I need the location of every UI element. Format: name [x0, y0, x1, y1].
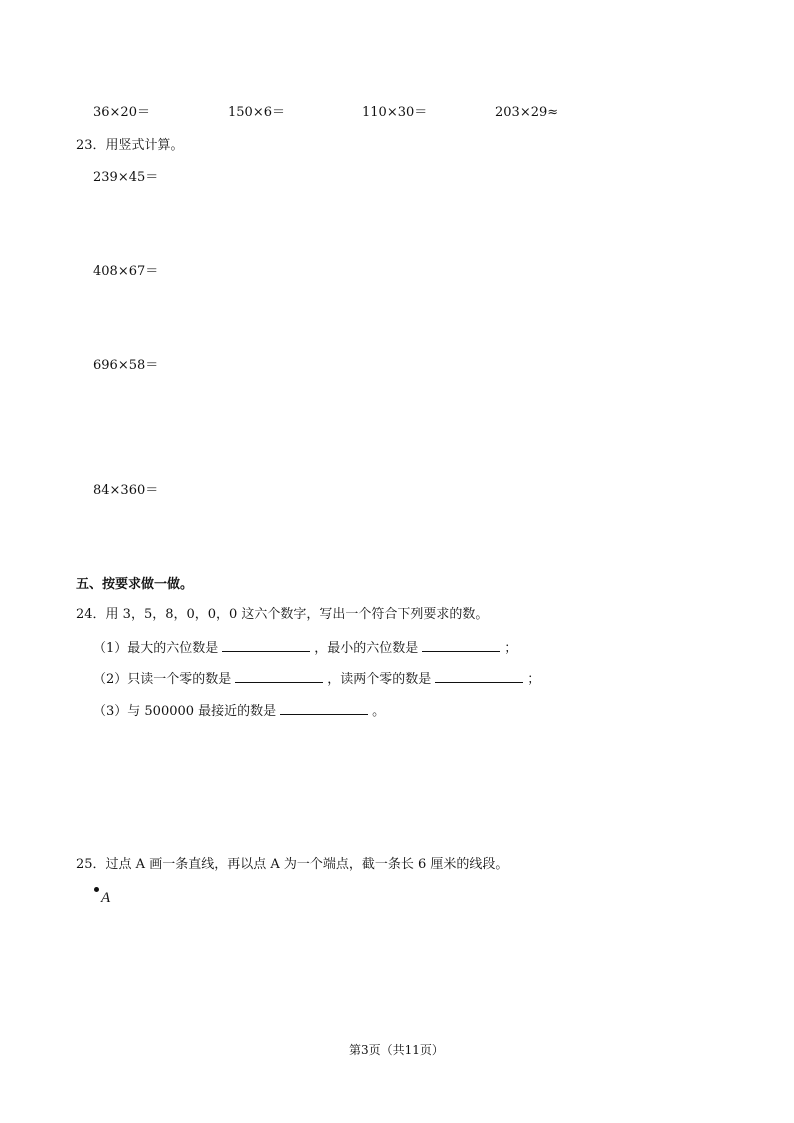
answer-blank-two-zeros[interactable] [435, 670, 523, 683]
point-a-dot [94, 887, 99, 892]
q23-item-1: 239×45＝ [93, 170, 159, 185]
oral-calc-4: 203×29≈ [495, 105, 559, 120]
section-5-title: 五、按要求做一做。 [76, 577, 194, 592]
answer-blank-closest[interactable] [280, 702, 368, 715]
q23-item-2: 408×67＝ [93, 264, 159, 279]
oral-calc-1: 36×20＝ [93, 105, 150, 120]
page-footer: 第3页（共11页） [349, 1043, 444, 1057]
q24-part-3 [93, 702, 385, 721]
q25-title: 25．过点 A 画一条直线，再以点 A 为一个端点，截一条长 6 厘米的线段。 [76, 857, 509, 872]
q24-part-1 [93, 639, 517, 658]
answer-blank-largest[interactable] [222, 639, 310, 652]
answer-blank-smallest[interactable] [422, 639, 500, 652]
q24-p2-end: ； [527, 672, 541, 687]
q24-p1-label-a: （1）最大的六位数是 [93, 641, 219, 656]
q24-part-2 [93, 670, 540, 689]
q24-p1-end: ； [504, 641, 518, 656]
answer-blank-one-zero[interactable] [235, 670, 323, 683]
oral-calc-2: 150×6＝ [228, 105, 285, 120]
q24-p3-end: 。 [372, 704, 386, 719]
q24-title: 24．用 3，5，8，0，0，0 这六个数字，写出一个符合下列要求的数。 [76, 607, 489, 622]
q23-title: 23．用竖式计算。 [76, 138, 184, 153]
q23-item-4: 84×360＝ [93, 483, 159, 498]
q24-p2-label-a: （2）只读一个零的数是 [93, 672, 232, 687]
q24-p2-label-b: ，读两个零的数是 [327, 672, 432, 687]
q24-p3-label-a: （3）与 500000 最接近的数是 [93, 704, 277, 719]
oral-calc-3: 110×30＝ [362, 105, 428, 120]
q24-p1-label-b: ，最小的六位数是 [314, 641, 419, 656]
point-a-label: A [101, 890, 111, 906]
q23-item-3: 696×58＝ [93, 358, 159, 373]
